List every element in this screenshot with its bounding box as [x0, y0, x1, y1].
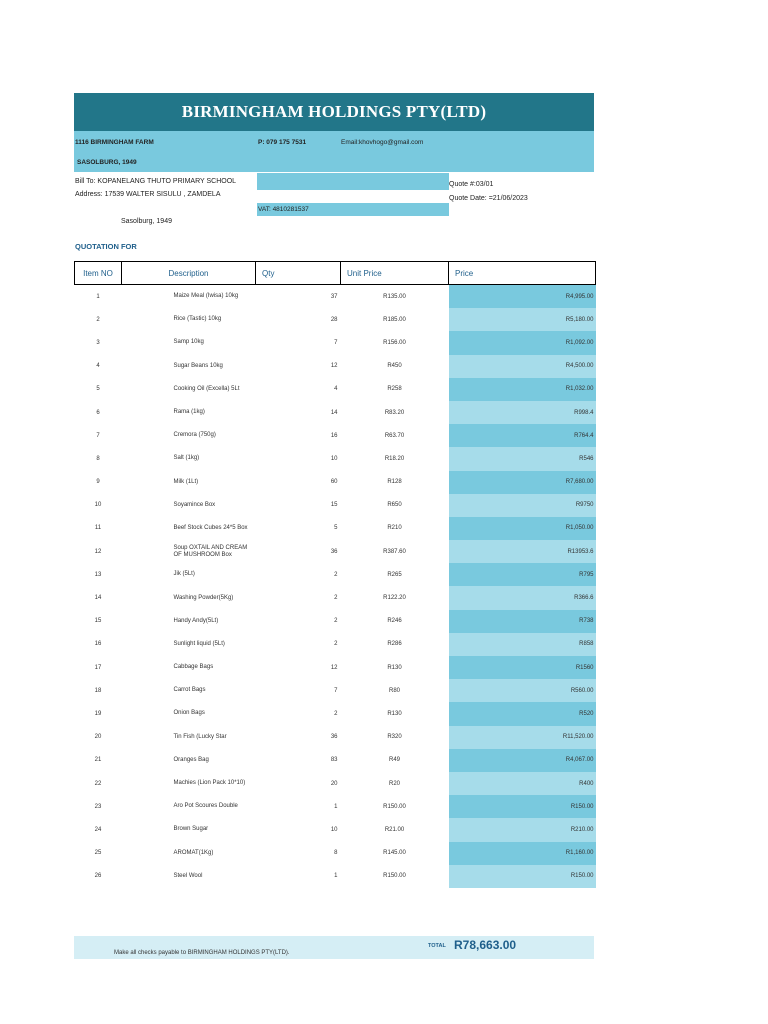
- item-description: Onion Bags: [173, 710, 205, 717]
- item-price: R560.00: [449, 679, 596, 702]
- item-qty: 12: [330, 363, 338, 370]
- item-price: R1,032.00: [449, 378, 596, 401]
- bill-to-line1: Bill To: KOPANELANG THUTO PRIMARY SCHOOL: [75, 178, 237, 185]
- item-description: Samp 10kg: [173, 339, 204, 346]
- item-number: 20: [94, 734, 102, 741]
- item-price: R4,995.00: [449, 285, 596, 309]
- item-qty: 5: [334, 525, 338, 532]
- item-qty: 2: [334, 710, 338, 717]
- item-price: R7,680.00: [449, 471, 596, 494]
- table-header-row: [75, 262, 596, 285]
- header-price: Price: [449, 262, 596, 285]
- item-qty: 2: [334, 595, 338, 602]
- item-price: R795: [449, 563, 596, 586]
- item-number: 3: [96, 339, 100, 346]
- item-qty: 2: [334, 618, 338, 625]
- item-price: R1,092.00: [449, 331, 596, 354]
- bill-to-address: Address: 17539 WALTER SISULU , ZAMDELA: [75, 191, 221, 198]
- table-row: [75, 865, 596, 888]
- total-value: R78,663.00: [454, 938, 517, 952]
- item-number: 23: [94, 803, 102, 810]
- item-unit-price: R128: [387, 479, 402, 486]
- item-number: 22: [94, 780, 102, 787]
- item-description: Salt (1kg): [173, 455, 200, 462]
- table-row: [75, 331, 596, 354]
- item-description: Washing Powder(5Kg): [173, 594, 234, 601]
- header-item-no: Item NO: [75, 262, 122, 285]
- item-description: AROMAT(1Kg): [173, 849, 214, 856]
- blank-field-box: [257, 173, 449, 190]
- item-price: R546: [449, 447, 596, 470]
- item-description: Brown Sugar: [173, 826, 209, 833]
- item-number: 16: [94, 641, 102, 648]
- item-price: R1560: [449, 656, 596, 679]
- item-description: Soyamince Box: [173, 501, 216, 508]
- item-number: 14: [94, 595, 102, 602]
- item-number: 7: [96, 432, 100, 439]
- item-number: 9: [96, 479, 100, 486]
- item-number: 11: [94, 525, 102, 532]
- bill-to-city: Sasolburg, 1949: [121, 218, 172, 225]
- item-price: R1,050.00: [449, 517, 596, 540]
- item-unit-price: R83.20: [384, 409, 405, 416]
- item-unit-price: R145.00: [383, 850, 406, 857]
- item-price: R5,180.00: [449, 308, 596, 331]
- item-unit-price: R20: [388, 780, 400, 787]
- table-row: [75, 795, 596, 818]
- item-qty: 15: [330, 502, 338, 509]
- item-qty: 36: [330, 734, 338, 741]
- item-description: Cabbage Bags: [173, 664, 214, 671]
- item-price: R400: [449, 772, 596, 795]
- item-description: Rice (Tastic) 10kg: [173, 316, 222, 323]
- table-row: [75, 726, 596, 749]
- table-row: [75, 842, 596, 865]
- item-qty: 8: [334, 850, 338, 857]
- header-banner: [74, 93, 594, 131]
- item-price: R150.00: [449, 795, 596, 818]
- item-unit-price: R80: [388, 687, 400, 694]
- item-qty: 60: [330, 479, 338, 486]
- table-row: [75, 355, 596, 378]
- item-description: Oranges Bag: [173, 756, 209, 763]
- section-title: QUOTATION FOR: [75, 242, 137, 251]
- item-price: R366.6: [449, 586, 596, 609]
- item-qty: 12: [330, 664, 338, 671]
- item-unit-price: R150.00: [383, 803, 406, 810]
- company-name: BIRMINGHAM HOLDINGS PTY(LTD): [181, 102, 487, 121]
- item-price: R4,500.00: [449, 355, 596, 378]
- company-email: Email:khovhogo@gmail.com: [341, 139, 424, 146]
- item-unit-price: R265: [387, 571, 402, 578]
- item-number: 26: [94, 873, 102, 880]
- table-row: [75, 494, 596, 517]
- item-qty: 7: [334, 339, 338, 346]
- item-unit-price: R122.20: [383, 595, 406, 602]
- item-description: Soup OXTAIL AND CREAM OF MUSHROOM Box: [173, 544, 248, 558]
- item-number: 17: [94, 664, 102, 671]
- item-unit-price: R18.20: [384, 455, 405, 462]
- item-number: 1: [96, 293, 100, 300]
- item-unit-price: R258: [387, 386, 402, 393]
- item-price: R11,520.00: [449, 726, 596, 749]
- item-number: 25: [94, 850, 102, 857]
- item-description: Aro Pot Scoures Double: [173, 803, 238, 810]
- table-row: [75, 633, 596, 656]
- item-unit-price: R246: [387, 618, 402, 625]
- table-row: [75, 540, 596, 563]
- item-qty: 7: [334, 687, 338, 694]
- item-number: 5: [96, 386, 100, 393]
- table-row: [75, 749, 596, 772]
- item-price: R998.4: [449, 401, 596, 424]
- total-label: TOTAL: [428, 943, 446, 949]
- table-row: [75, 378, 596, 401]
- header-description: Description: [122, 262, 256, 285]
- item-number: 6: [96, 409, 100, 416]
- table-row: [75, 702, 596, 725]
- table-row: [75, 517, 596, 540]
- item-price: R13953.6: [449, 540, 596, 563]
- table-row: [75, 471, 596, 494]
- item-number: 4: [96, 363, 100, 370]
- item-description: Cooking Oil (Excella) 5Lt: [173, 385, 240, 392]
- item-description: Milk (1Lt): [173, 478, 199, 485]
- item-price: R4,067.00: [449, 749, 596, 772]
- item-unit-price: R320: [387, 734, 402, 741]
- table-row: [75, 447, 596, 470]
- item-qty: 37: [330, 293, 338, 300]
- item-qty: 1: [334, 803, 338, 810]
- item-qty: 2: [334, 641, 338, 648]
- item-unit-price: R156.00: [383, 339, 406, 346]
- item-price: R1,160.00: [449, 842, 596, 865]
- item-description: Tin Fish (Lucky Star: [173, 733, 227, 740]
- payment-note: Make all checks payable to BIRMINGHAM HOLDINGS PTY(LTD).: [114, 950, 290, 956]
- item-unit-price: R135.00: [383, 293, 406, 300]
- item-qty: 4: [334, 386, 338, 393]
- item-description: Machies (Lion Pack 10*10): [173, 780, 246, 787]
- item-description: Carrot Bags: [173, 687, 206, 694]
- item-qty: 1: [334, 873, 338, 880]
- item-unit-price: R130: [387, 710, 402, 717]
- item-description: Maize Meal (Iwisa) 10kg: [173, 293, 239, 300]
- vat-number: VAT: 4810281537: [258, 206, 309, 213]
- item-qty: 28: [330, 316, 338, 323]
- item-description: Cremora (750g): [173, 432, 216, 439]
- table-row: [75, 679, 596, 702]
- quote-date: Quote Date: =21/06/2023: [449, 195, 528, 202]
- item-description: Steel Wool: [173, 872, 203, 879]
- item-qty: 20: [330, 780, 338, 787]
- item-number: 8: [96, 455, 100, 462]
- table-row: [75, 424, 596, 447]
- item-price: R9750: [449, 494, 596, 517]
- item-number: 21: [94, 757, 102, 764]
- item-number: 15: [94, 618, 102, 625]
- item-price: R210.00: [449, 818, 596, 841]
- item-unit-price: R387.60: [383, 548, 406, 555]
- item-unit-price: R130: [387, 664, 402, 671]
- item-qty: 36: [330, 548, 338, 555]
- item-description: Beef Stock Cubes 24*5 Box: [173, 524, 248, 531]
- item-unit-price: R49: [388, 757, 400, 764]
- quotation-table: [74, 261, 596, 888]
- item-number: 19: [94, 710, 102, 717]
- item-unit-price: R150.00: [383, 873, 406, 880]
- item-unit-price: R63.70: [384, 432, 405, 439]
- table-row: [75, 772, 596, 795]
- item-qty: 2: [334, 571, 338, 578]
- item-price: R858: [449, 633, 596, 656]
- item-unit-price: R210: [387, 525, 402, 532]
- item-number: 13: [94, 571, 102, 578]
- item-price: R150.00: [449, 865, 596, 888]
- item-unit-price: R185.00: [383, 316, 406, 323]
- item-unit-price: R286: [387, 641, 402, 648]
- item-unit-price: R450: [387, 363, 402, 370]
- table-row: [75, 586, 596, 609]
- table-row: [75, 818, 596, 841]
- item-unit-price: R650: [387, 502, 402, 509]
- item-qty: 10: [330, 826, 338, 833]
- item-description: Sunlight liquid (5Lt): [173, 640, 225, 647]
- company-address-line2: SASOLBURG, 1949: [77, 159, 137, 166]
- item-price: R520: [449, 702, 596, 725]
- item-description: Handy Andy(5Lt): [173, 617, 219, 624]
- item-description: Jik (5Lt): [173, 571, 195, 578]
- table-row: [75, 656, 596, 679]
- item-price: R764.4: [449, 424, 596, 447]
- header-qty: Qty: [256, 262, 341, 285]
- item-description: Rama (1kg): [173, 409, 205, 416]
- item-number: 24: [94, 826, 102, 833]
- item-number: 12: [94, 548, 102, 555]
- item-number: 10: [94, 502, 102, 509]
- item-description: Sugar Beans 10kg: [173, 362, 223, 369]
- item-number: 2: [96, 316, 100, 323]
- header-unit-price: Unit Price: [341, 262, 449, 285]
- table-row: [75, 563, 596, 586]
- quote-number: Quote #:03/01: [449, 181, 494, 188]
- item-qty: 83: [330, 757, 338, 764]
- table-row: [75, 285, 596, 309]
- item-qty: 14: [330, 409, 338, 416]
- table-row: [75, 610, 596, 633]
- item-unit-price: R21.00: [384, 826, 405, 833]
- item-qty: 16: [330, 432, 338, 439]
- company-address-line1: 1116 BIRMINGHAM FARM: [75, 139, 154, 146]
- company-phone: P: 079 175 7531: [258, 139, 307, 146]
- item-qty: 10: [330, 455, 338, 462]
- table-row: [75, 308, 596, 331]
- company-info-band: [74, 131, 594, 172]
- item-price: R738: [449, 610, 596, 633]
- item-number: 18: [94, 687, 102, 694]
- table-row: [75, 401, 596, 424]
